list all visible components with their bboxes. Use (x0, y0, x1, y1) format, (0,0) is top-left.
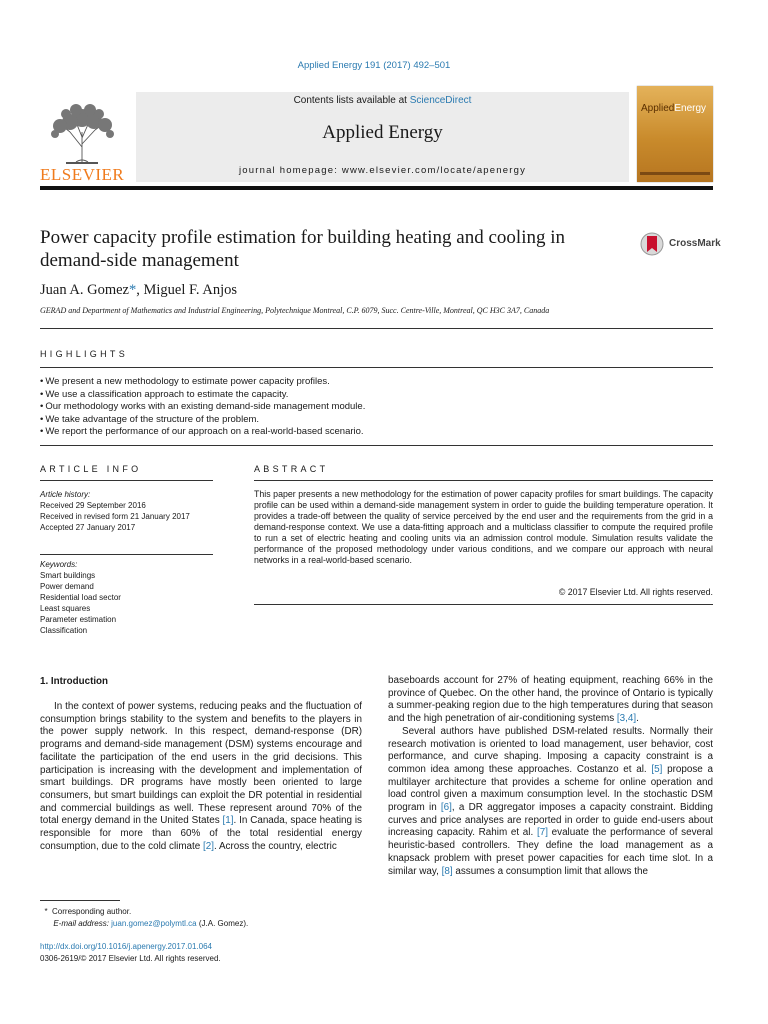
homepage-prefix: journal homepage: (238, 165, 342, 176)
citation-link[interactable]: [5] (651, 763, 663, 775)
highlight-item: • We use a classification approach to estimate the capacity. (40, 389, 720, 402)
abstract-text: This paper presents a new methodology for the estimation of power capacity profiles for smart buildings. The capacity profile can be used within a demand-side management system in order to guide the building temperature operation. It provides a trade-off between the quality of service perceived by the end user and the requirements from the grid in a demand-response context. We use a data-fitting approach and a multiclass classifier to compute the required profile to run a set of electric heating and cooling units via an admission control module. Simulation results validate the performance of the proposed methodology under various conditions, and we compare our approach with neural networks in a real-world-based scenario. (254, 489, 713, 565)
highlight-item: • Our methodology works with an existing demand-side management module. (40, 401, 720, 414)
email-suffix: (J.A. Gomez). (196, 918, 249, 928)
footnote-mark: * (44, 907, 48, 916)
highlight-item: • We report the performance of our approach on a real-world-based scenario. (40, 426, 720, 439)
email-line (40, 918, 370, 930)
publisher-wordmark: ELSEVIER (40, 165, 125, 184)
keywords (40, 559, 240, 636)
journal-reference-link[interactable]: Applied Energy 191 (2017) 492–501 (297, 60, 451, 71)
keyword-item: Least squares (40, 604, 91, 613)
highlight-item: • We present a new methodology to estimate power capacity profiles. (40, 376, 720, 389)
crossmark-label[interactable]: CrossMark (669, 238, 721, 249)
homepage-url-link[interactable]: www.elsevier.com/locate/apenergy (341, 165, 527, 176)
citation-link[interactable]: [8] (441, 865, 453, 877)
body-column-right (388, 675, 713, 878)
contents-line (136, 95, 629, 106)
divider (40, 367, 713, 368)
highlights-list (40, 376, 720, 439)
issn-line: 0306-2619/© 2017 Elsevier Ltd. All rights reserved. (40, 953, 221, 963)
section-heading-introduction: 1. Introduction (40, 676, 109, 687)
cover-stripe (640, 172, 710, 175)
highlight-item: • We take advantage of the structure of the problem. (40, 414, 720, 427)
text-run: assumes a consumption limit that allows the (452, 865, 648, 877)
paragraph (388, 675, 713, 726)
text-run: In the context of power systems, reducing peaks and the fluctuation of consumption brings stability to the system and benefits to the players in the power supply network. In this respect, demand-response (DR) programs and demand-side management (DSM) systems encourage and facilitate the participation of the end users in the grid decisions. This participation is increasing with the development and implementation of smart buildings. DR programs have mostly been oriented to large consumers, but smart buildings can exploit the DR potential in residential and commercial buildings as well. These represent around 70% of the total energy demand in the United States (40, 701, 362, 827)
cover-title (641, 103, 711, 114)
cover-title-applied: Applied (641, 103, 675, 114)
article-title: Power capacity profile estimation for building heating and cooling in demand-side management (40, 227, 566, 271)
citation-link[interactable]: [7] (536, 827, 548, 839)
history-item: Accepted 27 January 2017 (40, 523, 136, 532)
crossmark-icon[interactable] (640, 232, 664, 256)
email-link[interactable]: juan.gomez@polymtl.ca (111, 918, 197, 928)
journal-homepage (136, 165, 629, 176)
divider (40, 480, 213, 481)
paragraph (388, 726, 713, 878)
author-2: Miguel F. Anjos (143, 282, 238, 298)
citation-link[interactable]: [1] (222, 815, 234, 827)
highlights-heading: HIGHLIGHTS (40, 349, 129, 359)
footnote-divider (40, 900, 120, 901)
divider (40, 445, 713, 446)
article-info-heading: ARTICLE INFO (40, 464, 142, 474)
citation-link[interactable]: [6] (440, 802, 452, 814)
citation-link[interactable]: [3,4] (616, 713, 637, 725)
footnote (40, 906, 370, 929)
keyword-item: Residential load sector (40, 593, 121, 602)
abstract-heading: ABSTRACT (254, 464, 329, 474)
body-column-left (40, 701, 362, 853)
footnote-line (40, 906, 370, 918)
citation-link[interactable]: [2] (203, 840, 215, 852)
journal-cover-image[interactable] (637, 86, 713, 182)
author-1: Juan A. Gomez (40, 282, 129, 298)
doi-link[interactable]: http://dx.doi.org/10.1016/j.apenergy.2017.01.064 (40, 942, 212, 951)
history-label: Article history: (40, 490, 91, 499)
cover-title-energy: Energy (674, 103, 707, 114)
email-label: E-mail address: (53, 918, 112, 928)
author-list (40, 282, 237, 299)
contents-prefix: Contents lists available at (293, 95, 410, 106)
text-run: . In Canada, space heating is responsible for more than 60% of the total residential energy consumption, due to the cold climate (40, 815, 362, 852)
divider (254, 604, 713, 605)
journal-name: Applied Energy (322, 122, 443, 143)
header-divider (40, 186, 713, 190)
corresponding-author-mark[interactable]: * (129, 282, 137, 298)
affiliation: GERAD and Department of Mathematics and Industrial Engineering, Polytechnique Montreal, C.P. 6079, Succ. Centre-Ville, Montreal, QC H3C 3A7, Canada (40, 306, 550, 315)
abstract-copyright: © 2017 Elsevier Ltd. All rights reserved. (558, 587, 713, 597)
keyword-item: Parameter estimation (40, 615, 117, 624)
history-item: Received 29 September 2016 (40, 501, 146, 510)
text-run: , a DR aggregator imposes a capacity constraint. Bidding curves and price analyses are reported in order to guide end-users about increasing capacity. Rahim et al. (388, 802, 713, 839)
keywords-label: Keywords: (40, 560, 78, 569)
text-run: evaluate the performance of several heuristic-based controllers. They define the load management as a knapsack problem with preset power capacities for each time slot. In a similar way, (388, 827, 713, 877)
keyword-item: Smart buildings (40, 571, 96, 580)
text-run: baseboards account for 27% of heating equipment, reaching 66% in the province of Quebec. On the other hand, the province of Ontario is typically a summer-peaking region due to the high temperatures during that season and the high penetration of air-conditioning systems (388, 675, 713, 725)
text-run: . Across the country, electric (214, 840, 337, 852)
divider (254, 480, 713, 481)
sciencedirect-link[interactable]: ScienceDirect (409, 95, 472, 106)
text-run: Several authors have published DSM-related results. Normally their research motivation is oriented to load management, user behavior, cost performance, and curve shaping. Imposing a capacity constraint is a common idea among these approaches. Costanzo et al. (388, 725, 713, 775)
divider (40, 554, 213, 555)
divider (40, 328, 713, 329)
author-separator: , (136, 282, 144, 298)
footnote-text: Corresponding author. (52, 907, 132, 916)
history-item: Received in revised form 21 January 2017 (40, 512, 190, 521)
text-run: . (636, 713, 639, 725)
doi-block (40, 941, 370, 964)
paragraph (40, 701, 362, 853)
article-history (40, 489, 240, 533)
keyword-item: Power demand (40, 582, 94, 591)
keyword-item: Classification (40, 626, 88, 635)
text-run: propose a multilayer architecture that provides a scheme for online operation and load control given a maximum consumption level. In the stochastic DSM program in (388, 763, 713, 814)
